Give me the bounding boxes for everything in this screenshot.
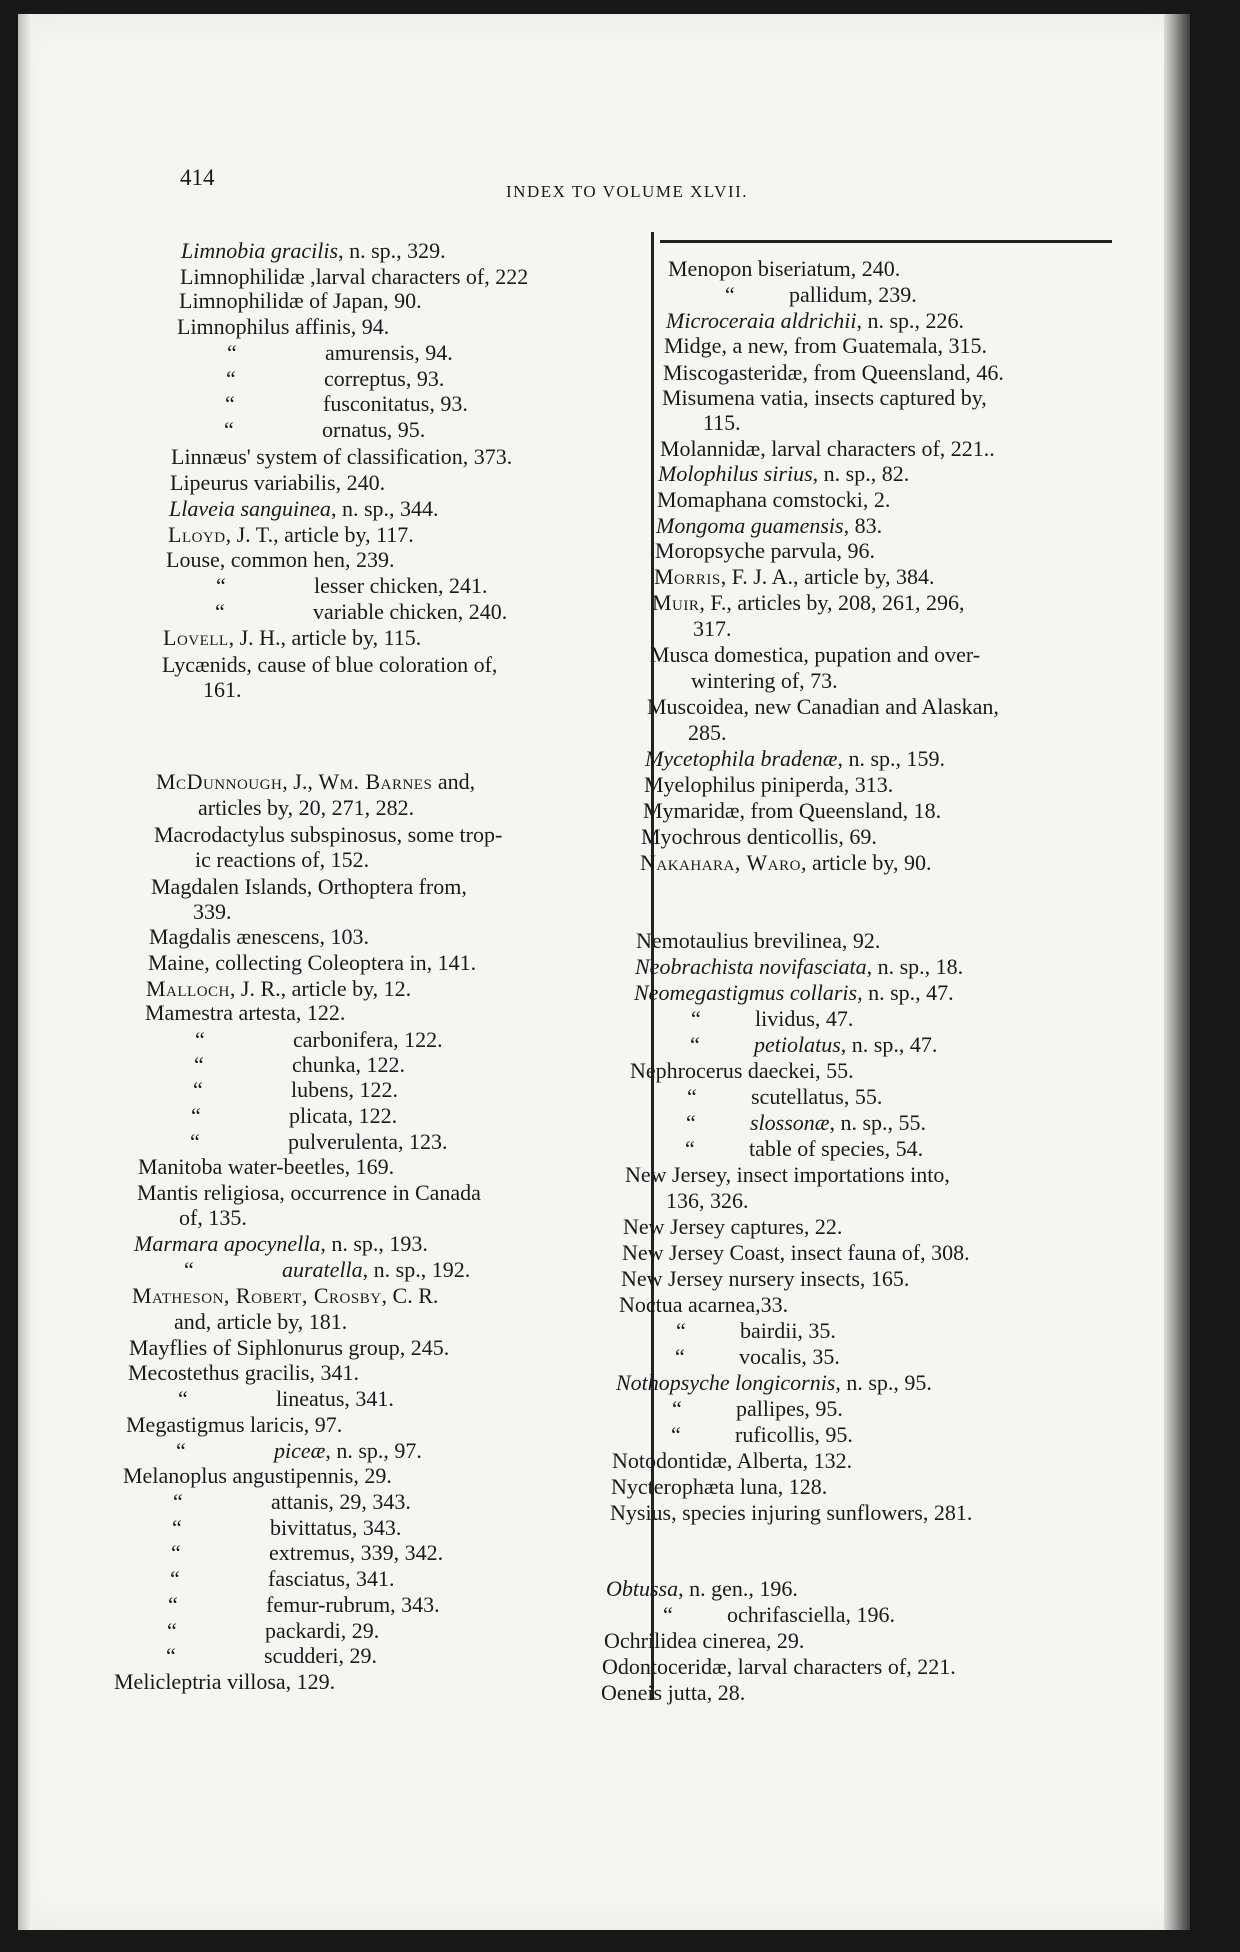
index-entry-text: lividus, 47. [755,1006,854,1031]
index-entry-text: piceæ [274,1438,326,1463]
ditto-mark: “ [172,1515,182,1540]
index-entry-text: , 83. [843,513,883,538]
index-entry [123,1463,392,1489]
index-entry-text: auratella [282,1257,363,1282]
index-entry-text: vocalis, 35. [739,1344,840,1369]
ditto-mark: “ [685,1136,695,1161]
index-entry-text: , J. T., article by, 117. [225,522,414,547]
index-entry [181,238,446,264]
index-entry-text: correptus, 93. [324,366,445,391]
index-entry-text: Nemotaulius brevilinea, 92. [636,928,881,953]
index-entry-text: table of species, 54. [749,1136,924,1161]
index-entry [691,668,838,694]
index-entry-text: Midge, a new, from Guatemala, 315. [664,333,987,358]
index-entry [114,1669,335,1695]
index-entry [137,1180,481,1206]
index-entry-text: Megastigmus laricis, 97. [126,1412,343,1437]
ditto-mark: “ [676,1318,686,1343]
index-entry-text: Nothopsyche longicornis [616,1370,836,1395]
index-entry-text: Magdalis ænescens, 103. [149,924,369,949]
index-entry [634,980,954,1006]
index-entry-text: 339. [193,899,232,924]
index-entry [132,1283,438,1309]
index-entry-text: fusconitatus, 93. [323,391,468,416]
index-entry-text: Melicleptria villosa, 129. [114,1669,336,1694]
ditto-mark: “ [675,1344,685,1369]
index-entry-text: lesser chicken, 241. [314,573,488,598]
index-entry-text: Myelophilus piniperda, 313. [644,772,894,797]
index-entry-text: , n. sp., 329. [338,238,446,263]
ditto-mark: “ [225,391,235,416]
index-entry [625,1162,950,1188]
index-entry [666,308,964,334]
index-entry [640,850,931,876]
index-entry-text: Ochrilidea cinerea, 29. [604,1628,805,1653]
index-entry-text: ruficollis, 95. [735,1422,853,1447]
index-entry [601,1680,745,1706]
index-entry-text: Neomegastigmus collaris [634,980,858,1005]
index-entry [166,547,395,573]
index-entry-text: fasciatus, 341. [268,1566,395,1591]
index-entry [621,1266,909,1292]
index-entry-text: Nysius, species injuring sunflowers, 281. [610,1500,973,1525]
index-entry-text: Mongoma guamensis [656,513,844,538]
index-entry-text: Limnophilidæ of Japan, 90. [179,288,422,313]
index-entry [180,264,528,290]
page-left-edge-shadow [18,14,32,1930]
index-entry [647,694,999,720]
index-entry-text: Microceraia aldrichii [666,308,857,333]
index-entry [179,1205,247,1231]
index-entry-text: ochrifasciella, 196. [727,1602,895,1627]
index-entry [171,444,512,470]
index-entry [604,1628,804,1654]
index-entry [654,564,935,590]
index-entry-text: Marmara apocynella [134,1231,321,1256]
index-entry-text: Lovell [163,625,229,650]
ditto-mark: “ [216,573,226,598]
index-entry [174,1309,347,1335]
index-entry-text: , C. R. [381,1283,439,1308]
index-entry [177,314,389,340]
index-entry [602,1654,956,1680]
index-entry [658,461,909,487]
index-entry [656,513,882,539]
index-entry [623,1214,842,1240]
index-entry-text: carbonifera, 122. [293,1027,443,1052]
index-entry [622,1240,970,1266]
index-entry [129,1335,449,1361]
index-entry-text: , n. sp., 18. [866,954,964,979]
ditto-mark: “ [215,599,225,624]
index-entry-text: bairdii, 35. [740,1318,836,1343]
index-entry-text: Obtussa [606,1576,679,1601]
index-entry-text: Maine, collecting Coleoptera in, 141. [148,950,477,975]
index-entry-text: Magdalen Islands, Orthoptera from, [151,874,467,899]
index-entry-text: Limnobia gracilis [181,238,339,263]
index-entry-text: lubens, 122. [291,1077,398,1102]
index-entry-text: variable chicken, 240. [313,599,508,624]
ditto-mark: “ [173,1489,183,1514]
index-entry-text: , n. sp., 193. [320,1231,428,1256]
index-entry-text: Malloch [146,976,230,1001]
index-entry-text: Macrodactylus subspinosus, some trop- [154,822,503,847]
index-entry-text: Misumena vatia, insects captured by, [662,385,987,410]
index-entry-text: Muscoidea, new Canadian and Alaskan, [647,694,999,719]
index-entry [611,1474,827,1500]
index-entry-text: Menopon biseriatum, 240. [668,256,901,281]
index-entry-text: McDunnough [156,769,283,794]
index-entry-text: Mecostethus gracilis, 341. [128,1360,359,1385]
index-entry-text: Lycænids, cause of blue coloration of, [162,652,498,677]
index-entry [693,616,732,642]
ditto-mark: “ [691,1006,701,1031]
index-entry-text: Linnæus' system of classification, 373. [171,444,513,469]
index-entry [179,288,422,314]
index-entry-text: , J. H., article by, 115. [228,625,422,650]
index-entry-text: ic reactions of, 152. [195,847,370,872]
index-entry-text: Mantis religiosa, occurrence in Canada [137,1180,481,1205]
ditto-mark: “ [226,366,236,391]
index-entry-text: Myochrous denticollis, 69. [641,824,877,849]
index-entry [663,360,1004,386]
index-entry [606,1576,798,1602]
ditto-mark: “ [171,1540,181,1565]
ditto-mark: “ [224,417,234,442]
index-entry [128,1360,359,1386]
index-entry [610,1500,972,1526]
index-entry-text: extremus, 339, 342. [269,1540,444,1565]
ditto-mark: “ [194,1052,204,1077]
index-entry-text: petiolatus [754,1032,841,1057]
index-entry-text: scutellatus, 55. [751,1084,883,1109]
index-entry-text: New Jersey nursery insects, 165. [621,1266,910,1291]
index-entry-text: , n. sp., 95. [835,1370,932,1395]
ditto-mark: “ [176,1438,186,1463]
index-entry [619,1292,788,1318]
index-entry-text: , article by, 90. [800,850,932,875]
index-entry [126,1412,342,1438]
index-entry-text: Mymaridæ, from Queensland, 18. [643,798,942,823]
index-entry-text: and, [432,769,476,794]
index-entry-text: Limnophilus affinis, 94. [177,314,390,339]
index-entry [168,522,414,548]
index-entry-text: of, 135. [179,1205,247,1230]
index-entry-text: Nephrocerus daeckei, 55. [630,1058,854,1083]
index-entry [146,976,411,1002]
index-entry-text: Moropsyche parvula, 96. [655,538,875,563]
running-head: INDEX TO VOLUME XLVII. [506,182,749,201]
ditto-mark: “ [167,1618,177,1643]
index-entry [134,1231,428,1257]
index-entry-text: Notodontidæ, Alberta, 132. [612,1448,853,1473]
index-entry [645,746,945,772]
index-entry [616,1370,932,1396]
index-entry-text: Morris [654,564,721,589]
index-entry [145,1000,345,1026]
index-entry [169,496,439,522]
index-entry-text: , n. sp., 159. [837,746,946,771]
index-entry-text: scudderi, 29. [264,1643,378,1668]
index-entry-text: pulverulenta, 123. [288,1129,448,1154]
ditto-mark: “ [170,1566,180,1591]
ditto-mark: “ [184,1257,194,1282]
index-entry-text: Odontoceridæ, larval characters of, 221. [602,1654,956,1679]
ditto-mark: “ [191,1103,201,1128]
index-entry-text: Miscogasteridæ, from Queensland, 46. [663,360,1004,385]
ditto-mark: “ [671,1422,681,1447]
index-entry-text: plicata, 122. [289,1103,398,1128]
index-entry-text: , F., articles by, 208, 261, 296, [699,590,965,615]
index-entry-text: , F. J. A., article by, 384. [720,564,935,589]
index-entry [635,954,963,980]
index-entry-text: femur-rubrum, 343. [266,1592,440,1617]
index-entry [644,772,893,798]
index-entry-text: Nycterophæta luna, 128. [611,1474,828,1499]
index-entry-text: Momaphana comstocki, 2. [657,487,891,512]
index-entry-text: Llaveia sanguinea [169,496,331,521]
ditto-mark: “ [166,1643,176,1668]
index-entry [198,795,414,821]
index-entry-text: chunka, 122. [292,1052,406,1077]
index-entry [170,470,385,496]
index-entry [154,822,502,848]
ditto-mark: “ [725,282,735,307]
ditto-mark: “ [195,1027,205,1052]
index-entry-text: Nakahara, Waro [640,850,801,875]
index-entry-text: ornatus, 95. [322,417,426,442]
index-entry-text: , n. sp., 344. [330,496,439,521]
index-entry-text: Melanoplus angustipennis, 29. [123,1463,392,1488]
index-entry-text: Wm. Barnes [318,769,433,794]
index-entry [162,652,497,678]
index-entry-text: , n. sp., 47. [857,980,954,1005]
header-rule [660,240,1112,243]
index-entry [641,824,877,850]
index-entry-text: packardi, 29. [265,1618,380,1643]
index-entry [195,847,369,873]
index-entry-text: , n. sp., 47. [840,1032,938,1057]
index-entry-text: Oeneis jutta, 28. [601,1680,746,1705]
index-entry-text: , n. sp., 192. [362,1257,471,1282]
ditto-mark: “ [168,1592,178,1617]
index-entry [666,1188,749,1214]
index-entry-text: 136, 326. [666,1188,749,1213]
index-entry [636,928,880,954]
page-number: 414 [180,165,215,190]
index-entry-text: Mycetophila bradenæ [645,746,838,771]
index-entry [688,720,727,746]
index-entry [664,333,987,359]
index-entry [156,769,475,795]
index-entry-text: Mamestra artesta, 122. [145,1000,346,1025]
index-entry-text: New Jersey Coast, insect fauna of, 308. [622,1240,970,1265]
index-entry-text: wintering of, 73. [691,668,838,693]
index-entry-text: Mayflies of Siphlonurus group, 245. [129,1335,450,1360]
index-entry [151,874,467,900]
ditto-mark: “ [687,1084,697,1109]
index-entry [668,256,900,282]
index-entry [630,1058,854,1084]
ditto-mark: “ [690,1032,700,1057]
index-entry-text: , J., [282,769,319,794]
ditto-mark: “ [193,1077,203,1102]
index-entry-text: Molophilus sirius [658,461,813,486]
ditto-mark: “ [227,340,237,365]
index-entry-text: Neobrachista novifasciata [635,954,867,979]
index-entry-text: 317. [693,616,732,641]
page-right-edge-shadow [1164,14,1190,1930]
index-entry [657,487,890,513]
index-entry [650,642,980,668]
index-entry-text: 161. [203,677,242,702]
index-entry [193,899,232,925]
index-entry-text: Manitoba water-beetles, 169. [138,1154,395,1179]
index-entry-text: attanis, 29, 343. [271,1489,411,1514]
index-entry-text: and, article by, 181. [174,1309,348,1334]
index-entry [655,538,875,564]
index-entry-text: bivittatus, 343. [270,1515,402,1540]
index-entry-text: , n. sp., 55. [829,1110,927,1135]
ditto-mark: “ [190,1129,200,1154]
index-entry [703,410,741,436]
index-entry-text: , n. sp., 226. [856,308,964,333]
index-entry-text: Noctua acarnea,33. [619,1292,789,1317]
index-entry-text: pallipes, 95. [736,1396,843,1421]
index-entry-text: Musca domestica, pupation and over- [650,642,981,667]
index-entry [163,625,421,651]
index-entry-text: lineatus, 341. [276,1386,394,1411]
ditto-mark: “ [672,1396,682,1421]
index-entry-text: articles by, 20, 271, 282. [198,795,415,820]
ditto-mark: “ [686,1110,696,1135]
index-entry [148,950,476,976]
ditto-mark: “ [178,1386,188,1411]
index-entry-text: Louse, common hen, 239. [166,547,395,572]
index-entry [138,1154,394,1180]
index-entry [662,385,987,411]
index-entry-text: New Jersey, insect importations into, [625,1162,950,1187]
index-entry-text: 115. [703,410,741,435]
index-entry-text: Matheson, Robert, Crosby [132,1283,382,1308]
index-entry-text: amurensis, 94. [325,340,453,365]
index-entry-text: Molannidæ, larval characters of, 221.. [660,436,995,461]
index-entry-text: Lloyd [168,522,226,547]
index-entry-text: Limnophilidæ ,larval characters of, 222 [180,264,529,289]
index-entry-text: , J. R., article by, 12. [229,976,412,1001]
index-entry-text: pallidum, 239. [789,282,917,307]
index-entry-text: slossonæ [750,1110,830,1135]
index-entry-text: , n. sp., 97. [325,1438,422,1463]
index-entry [612,1448,852,1474]
index-entry [652,590,964,616]
index-entry-text: , n. gen., 196. [678,1576,798,1601]
index-entry [203,677,242,703]
index-entry-text: , n. sp., 82. [812,461,910,486]
index-entry-text: 285. [688,720,727,745]
ditto-mark: “ [663,1602,673,1627]
index-entry-text: Muir [652,590,700,615]
index-entry [643,798,941,824]
index-entry-text: Lipeurus variabilis, 240. [170,470,386,495]
index-entry-text: New Jersey captures, 22. [623,1214,843,1239]
index-entry [660,436,995,462]
index-entry [149,924,369,950]
